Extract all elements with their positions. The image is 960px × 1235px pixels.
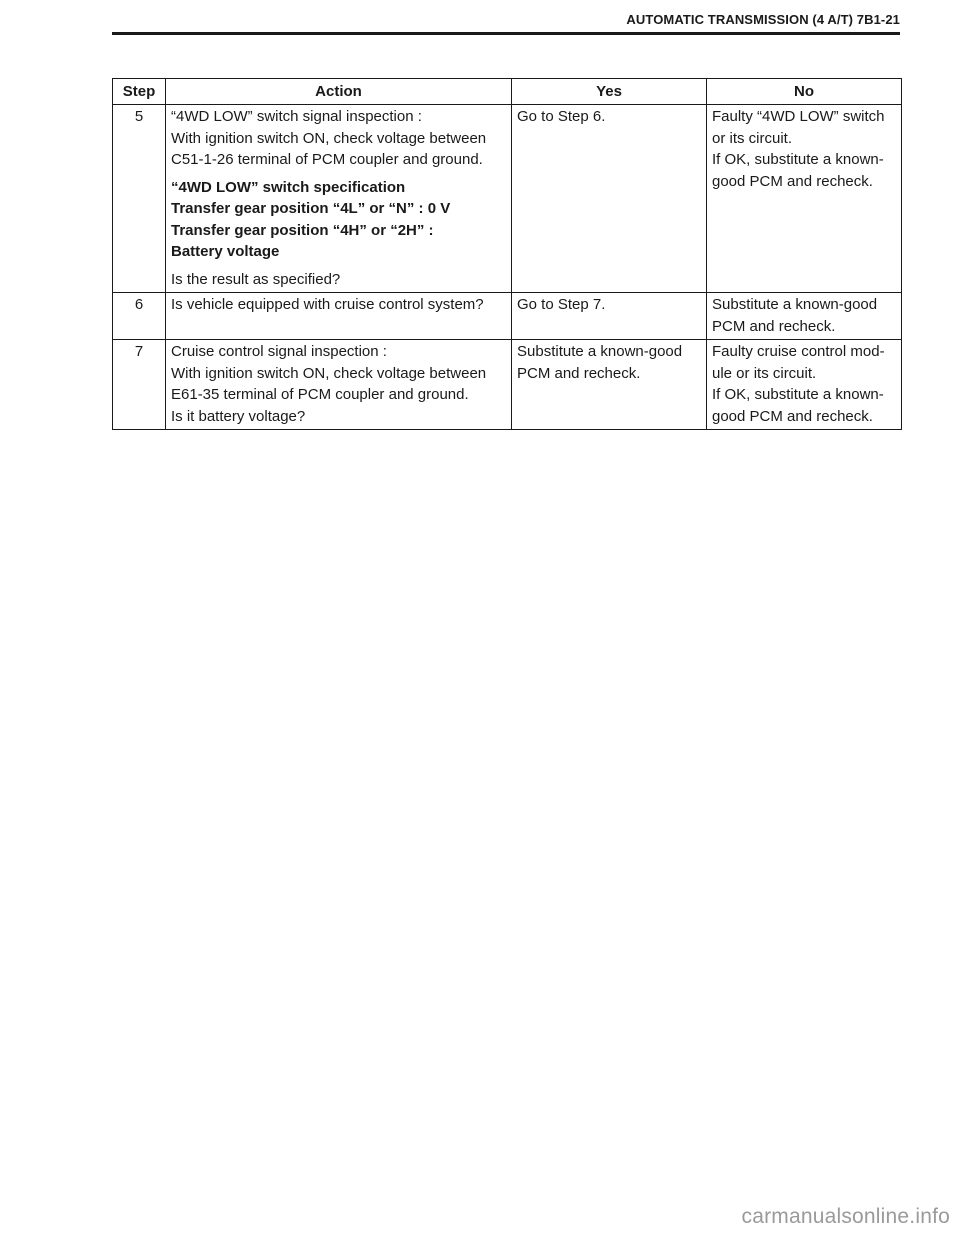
action-intro bbox=[171, 106, 506, 171]
column-header-yes: Yes bbox=[512, 79, 707, 105]
action-line: Is vehicle equipped with cruise control system? bbox=[171, 296, 484, 313]
column-header-step: Step bbox=[113, 79, 166, 105]
action-cell bbox=[166, 293, 512, 340]
yes-line: Go to Step 6. bbox=[517, 108, 606, 125]
spec-line: Transfer gear position “4L” or “N” : 0 V bbox=[171, 200, 451, 217]
column-header-no: No bbox=[707, 79, 902, 105]
yes-line: PCM and recheck. bbox=[517, 364, 641, 382]
no-line: Faulty “4WD LOW” switch bbox=[712, 108, 885, 125]
action-line: Is the result as specified? bbox=[171, 270, 341, 288]
header-rule bbox=[112, 32, 900, 35]
no-cell bbox=[707, 340, 902, 430]
step-number: 6 bbox=[113, 293, 166, 340]
action-line: With ignition switch ON, check voltage between bbox=[171, 364, 487, 382]
no-line: Substitute a known-good bbox=[712, 296, 878, 313]
action-cell bbox=[166, 105, 512, 293]
step-number: 7 bbox=[113, 340, 166, 430]
no-line: If OK, substitute a known- bbox=[712, 386, 884, 403]
action-line: Is it battery voltage? bbox=[171, 407, 306, 425]
no-line: good PCM and recheck. bbox=[712, 407, 873, 425]
action-line: Cruise control signal inspection : bbox=[171, 343, 387, 360]
yes-cell bbox=[512, 293, 707, 340]
no-line: ule or its circuit. bbox=[712, 364, 817, 382]
page-header-title: AUTOMATIC TRANSMISSION (4 A/T) 7B1-21 bbox=[626, 12, 900, 27]
yes-line: Go to Step 7. bbox=[517, 296, 606, 313]
switch-specification bbox=[171, 177, 506, 263]
site-watermark: carmanualsonline.info bbox=[741, 1205, 950, 1228]
action-line: “4WD LOW” switch signal inspection : bbox=[171, 108, 422, 125]
no-line: Faulty cruise control mod- bbox=[712, 343, 885, 360]
table-row bbox=[113, 293, 902, 340]
action-line: With ignition switch ON, check voltage between bbox=[171, 129, 487, 147]
column-header-action: Action bbox=[166, 79, 512, 105]
yes-cell bbox=[512, 105, 707, 293]
no-line: If OK, substitute a known- bbox=[712, 151, 884, 168]
action-line: E61-35 terminal of PCM coupler and ground. bbox=[171, 386, 469, 403]
no-cell bbox=[707, 293, 902, 340]
yes-cell bbox=[512, 340, 707, 430]
action-question bbox=[171, 269, 506, 291]
yes-line: Substitute a known-good bbox=[517, 343, 683, 360]
procedure-table bbox=[112, 78, 902, 430]
step-number: 5 bbox=[113, 105, 166, 293]
no-line: or its circuit. bbox=[712, 129, 793, 147]
table-row bbox=[113, 105, 902, 293]
no-cell bbox=[707, 105, 902, 293]
spec-line: Transfer gear position “4H” or “2H” : bbox=[171, 221, 434, 239]
table-header-row bbox=[113, 79, 902, 105]
no-line: good PCM and recheck. bbox=[712, 172, 873, 190]
spec-line: “4WD LOW” switch specification bbox=[171, 178, 406, 196]
action-cell bbox=[166, 340, 512, 430]
no-line: PCM and recheck. bbox=[712, 317, 836, 335]
action-line: C51-1-26 terminal of PCM coupler and ground. bbox=[171, 151, 483, 168]
table-row bbox=[113, 340, 902, 430]
spec-line: Battery voltage bbox=[171, 243, 280, 260]
